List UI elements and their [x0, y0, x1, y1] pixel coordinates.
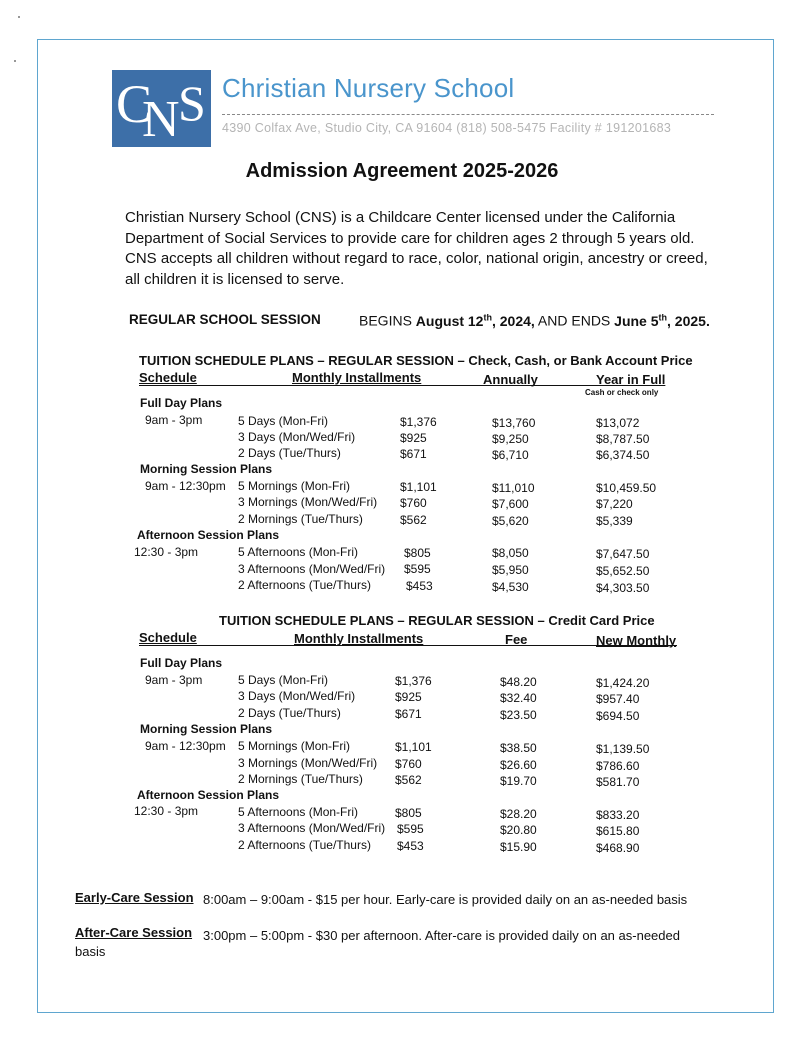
svg-text:C: C — [116, 74, 153, 134]
plan-cell: 2 Afternoons (Tue/Thurs) — [238, 838, 371, 852]
table1-header-annually: Annually — [483, 372, 538, 387]
monthly-cell: $453 — [397, 839, 424, 853]
monthly-cell: $562 — [400, 513, 427, 527]
new-monthly-cell: $581.70 — [596, 775, 640, 789]
table2-header-new-monthly: New Monthly — [596, 633, 677, 648]
full-cell: $6,374.50 — [596, 448, 650, 462]
annual-cell: $4,530 — [492, 580, 529, 594]
annual-cell: $5,620 — [492, 514, 529, 528]
plan-cell: 2 Afternoons (Tue/Thurs) — [238, 578, 371, 592]
annual-cell: $8,050 — [492, 546, 529, 560]
monthly-cell: $760 — [395, 757, 422, 771]
table2-header-fee: Fee — [505, 632, 528, 647]
table1-group-time: 9am - 3pm — [145, 413, 203, 427]
plan-cell: 5 Mornings (Mon-Fri) — [238, 479, 351, 493]
table1-header-schedule: Schedule — [139, 370, 197, 385]
intro-paragraph: Christian Nursery School (CNS) is a Childcare Center licensed under the California Department of Social Services to provide care for children ages 2 through 5 years old. CNS accepts all children without regard to race, color, national origin, ancestry or creed, all children it is licensed to serve. — [125, 209, 708, 288]
svg-text:N: N — [142, 91, 180, 147]
table2-group-time: 12:30 - 3pm — [134, 804, 199, 818]
fee-cell: $20.80 — [500, 823, 537, 837]
monthly-cell: $671 — [400, 447, 427, 461]
monthly-cell: $1,376 — [395, 674, 432, 688]
full-cell: $8,787.50 — [596, 432, 650, 446]
monthly-cell: $671 — [395, 707, 422, 721]
early-care-text: 8:00am – 9:00am - $15 per hour. Early-care is provided daily on an as-needed basis — [203, 892, 688, 907]
plan-cell: 5 Afternoons (Mon-Fri) — [238, 805, 359, 819]
table2-header-monthly: Monthly Installments — [294, 631, 424, 646]
annual-cell: $11,010 — [492, 481, 535, 495]
monthly-cell: $1,101 — [395, 740, 432, 754]
monthly-cell: $805 — [395, 806, 422, 820]
table1-group-name: Full Day Plans — [140, 396, 223, 410]
plan-cell: 5 Days (Mon-Fri) — [238, 414, 329, 428]
session-label: REGULAR SCHOOL SESSION — [129, 312, 321, 327]
full-cell: $4,303.50 — [596, 581, 650, 595]
table2-header-rule — [139, 645, 677, 646]
table2-title: TUITION SCHEDULE PLANS – REGULAR SESSION – Credit Card Price — [219, 613, 655, 628]
monthly-cell: $760 — [400, 496, 427, 510]
plan-cell: 3 Mornings (Mon/Wed/Fri) — [238, 495, 378, 509]
table1-subheader: Cash or check only — [585, 388, 659, 397]
full-cell: $5,339 — [596, 514, 633, 528]
annual-cell: $9,250 — [492, 432, 529, 446]
annual-cell: $7,600 — [492, 497, 529, 511]
monthly-cell: $453 — [406, 579, 433, 593]
early-care-label: Early-Care Session — [75, 890, 194, 905]
full-cell: $5,652.50 — [596, 564, 650, 578]
new-monthly-cell: $957.40 — [596, 692, 640, 706]
full-cell: $10,459.50 — [596, 481, 657, 495]
new-monthly-cell: $833.20 — [596, 808, 640, 822]
table1-group-time: 12:30 - 3pm — [134, 545, 199, 559]
new-monthly-cell: $694.50 — [596, 709, 640, 723]
school-name: Christian Nursery School — [222, 73, 515, 103]
full-cell: $7,220 — [596, 497, 633, 511]
plan-cell: 3 Days (Mon/Wed/Fri) — [238, 689, 356, 703]
table2-group-name: Afternoon Session Plans — [137, 788, 280, 802]
new-monthly-cell: $1,424.20 — [596, 676, 650, 690]
full-cell: $13,072 — [596, 416, 640, 430]
table1-title: TUITION SCHEDULE PLANS – REGULAR SESSION – Check, Cash, or Bank Account Price — [139, 353, 693, 368]
plan-cell: 5 Afternoons (Mon-Fri) — [238, 545, 359, 559]
school-address: 4390 Colfax Ave, Studio City, CA 91604 (818) 508-5475 Facility # 191201683 — [222, 121, 672, 135]
fee-cell: $48.20 — [500, 675, 537, 689]
plan-cell: 3 Afternoons (Mon/Wed/Fri) — [238, 562, 386, 576]
fee-cell: $28.20 — [500, 807, 537, 821]
plan-cell: 3 Mornings (Mon/Wed/Fri) — [238, 756, 378, 770]
after-care-text-continued: basis — [75, 944, 106, 959]
fee-cell: $23.50 — [500, 708, 537, 722]
fee-cell: $19.70 — [500, 774, 537, 788]
table1-header-monthly: Monthly Installments — [292, 370, 422, 385]
annual-cell: $6,710 — [492, 448, 529, 462]
session-dates: BEGINS August 12th, 2024, AND ENDS June 5th, 2025. — [359, 312, 710, 329]
annual-cell: $13,760 — [492, 416, 536, 430]
plan-cell: 3 Days (Mon/Wed/Fri) — [238, 430, 356, 444]
new-monthly-cell: $468.90 — [596, 841, 640, 855]
full-cell: $7,647.50 — [596, 547, 650, 561]
monthly-cell: $805 — [404, 546, 431, 560]
monthly-cell: $1,376 — [400, 415, 437, 429]
monthly-cell: $1,101 — [400, 480, 437, 494]
monthly-cell: $925 — [395, 690, 422, 704]
table2-group-name: Morning Session Plans — [140, 722, 273, 736]
cns-logo — [112, 70, 211, 147]
header-divider — [222, 114, 714, 115]
table1-header-year-in-full: Year in Full — [596, 372, 666, 387]
monthly-cell: $595 — [397, 822, 424, 836]
table1-group-name: Afternoon Session Plans — [137, 528, 280, 542]
fee-cell: $15.90 — [500, 840, 537, 854]
table2-group-time: 9am - 3pm — [145, 673, 203, 687]
table2-group-time: 9am - 12:30pm — [145, 739, 226, 753]
svg-text:S: S — [178, 75, 206, 131]
monthly-cell: $595 — [404, 562, 431, 576]
fee-cell: $38.50 — [500, 741, 537, 755]
table2-group-name: Full Day Plans — [140, 656, 223, 670]
table1-group-time: 9am - 12:30pm — [145, 479, 226, 493]
table2-header-schedule: Schedule — [139, 630, 197, 645]
monthly-cell: $562 — [395, 773, 422, 787]
new-monthly-cell: $786.60 — [596, 759, 640, 773]
table1-group-name: Morning Session Plans — [140, 462, 273, 476]
plan-cell: 2 Days (Tue/Thurs) — [238, 446, 341, 460]
after-care-label: After-Care Session — [75, 925, 193, 940]
fee-cell: $32.40 — [500, 691, 537, 705]
page-title: Admission Agreement 2025-2026 — [245, 160, 559, 182]
plan-cell: 3 Afternoons (Mon/Wed/Fri) — [238, 821, 386, 835]
plan-cell: 2 Mornings (Tue/Thurs) — [238, 512, 363, 526]
monthly-cell: $925 — [400, 431, 427, 445]
plan-cell: 5 Days (Mon-Fri) — [238, 673, 329, 687]
plan-cell: 5 Mornings (Mon-Fri) — [238, 739, 351, 753]
fee-cell: $26.60 — [500, 758, 537, 772]
new-monthly-cell: $1,139.50 — [596, 742, 650, 756]
plan-cell: 2 Mornings (Tue/Thurs) — [238, 772, 363, 786]
after-care-text: 3:00pm – 5:00pm - $30 per afternoon. After-care is provided daily on an as-needed — [203, 928, 680, 943]
new-monthly-cell: $615.80 — [596, 824, 640, 838]
plan-cell: 2 Days (Tue/Thurs) — [238, 706, 341, 720]
annual-cell: $5,950 — [492, 563, 529, 577]
table1-header-rule — [139, 385, 664, 386]
